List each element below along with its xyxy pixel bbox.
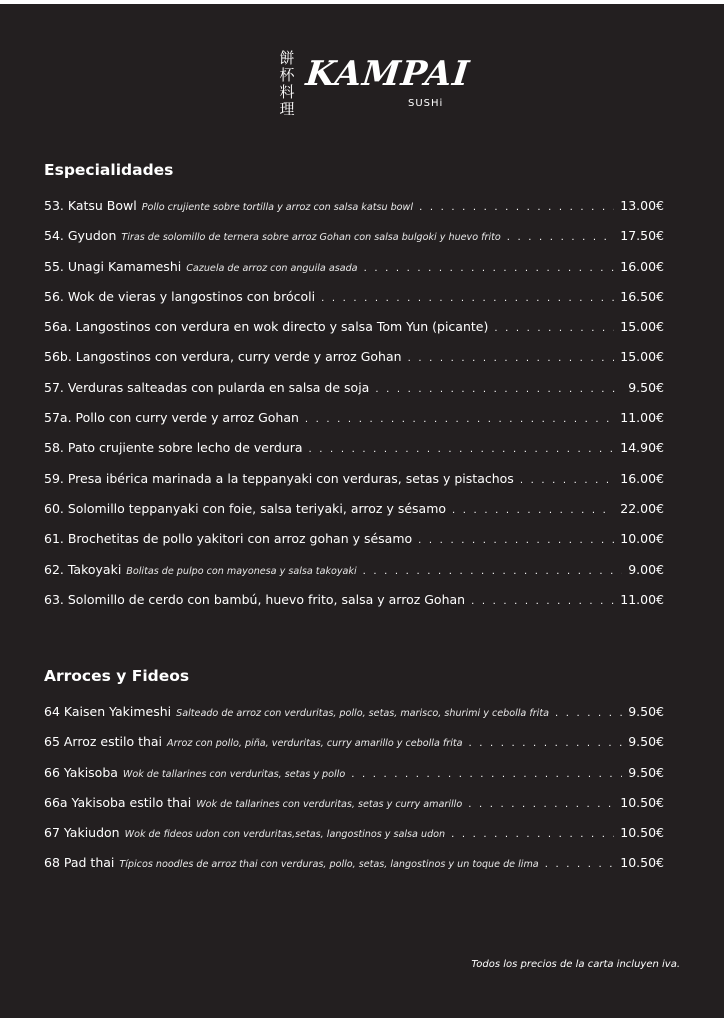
menu-item-name: 66a Yakisoba estilo thai <box>44 794 192 810</box>
logo-kanji-char: 杯 <box>279 66 295 84</box>
menu-item-price: 13.00€ <box>620 198 664 213</box>
menu-item-name: 55. Unagi Kamameshi <box>44 258 182 274</box>
dot-leader <box>309 444 615 455</box>
dot-leader <box>364 263 615 274</box>
menu-item-description: Wok de tallarines con verduritas, setas y pollo <box>122 768 346 780</box>
dot-leader <box>468 799 614 810</box>
kampai-logo <box>276 49 472 126</box>
dot-leader <box>321 293 614 304</box>
menu-item-name: 56. Wok de vieras y langostinos con brócoli <box>44 288 316 304</box>
dot-leader <box>419 202 614 213</box>
menu-item-description: Cazuela de arroz con anguila asada <box>186 262 358 274</box>
logo-subtitle: SUSHi <box>408 98 444 109</box>
menu-item-name: 57. Verduras salteadas con pularda en salsa de soja <box>44 379 370 395</box>
menu-item-price: 16.00€ <box>620 470 664 486</box>
menu-item <box>44 198 664 228</box>
menu-item <box>44 795 664 825</box>
menu-item-price: 9.50€ <box>628 379 664 395</box>
menu-item-name: 67 Yakiudon <box>44 825 120 841</box>
dot-leader <box>408 353 615 364</box>
menu-item-price: 9.50€ <box>628 764 664 780</box>
logo-kanji <box>276 50 298 118</box>
menu-item-price: 9.50€ <box>628 734 664 750</box>
menu-item <box>44 349 664 379</box>
menu-item <box>44 410 664 440</box>
dot-leader <box>471 596 614 607</box>
menu-list-arroces-y-fideos <box>44 704 664 886</box>
logo-kanji-char: 理 <box>279 100 295 118</box>
menu-item-price: 15.00€ <box>620 319 664 335</box>
logo-brand: KAMPAI <box>303 54 472 94</box>
logo-kanji-char: 餅 <box>279 49 295 67</box>
menu-item-description: Arroz con pollo, piña, verduritas, curry amarillo y cebolla frita <box>167 738 463 750</box>
dot-leader <box>305 414 614 425</box>
menu-item-description: Wok de tallarines con verduritas, setas y curry amarillo <box>196 798 463 810</box>
dot-leader <box>375 384 622 395</box>
menu-item <box>44 734 664 764</box>
menu-item-name: 60. Solomillo teppanyaki con foie, salsa teriyaki, arroz y sésamo <box>44 500 447 516</box>
menu-item <box>44 471 664 501</box>
menu-item-name: 61. Brochetitas de pollo yakitori con arroz gohan y sésamo <box>44 531 413 547</box>
menu-item-name: 57a. Pollo con curry verde y arroz Gohan <box>44 410 299 426</box>
footer-note: Todos los precios de la carta incluyen iva. <box>471 959 680 970</box>
menu-item-name: 63. Solomillo de cerdo con bambú, huevo frito, salsa y arroz Gohan <box>44 591 466 607</box>
menu-item-price: 16.00€ <box>620 258 664 274</box>
dot-leader <box>469 738 623 749</box>
menu-item-name: 68 Pad thai <box>44 855 115 871</box>
menu-item-name: 56b. Langostinos con verdura, curry verde y arroz Gohan <box>44 349 402 365</box>
section-title-especialidades: Especialidades <box>44 161 174 179</box>
menu-item-description: Wok de fideos udon con verduritas,setas, langostinos y salsa udon <box>124 829 446 841</box>
dot-leader <box>418 535 614 546</box>
menu-item <box>44 562 664 592</box>
menu-item <box>44 825 664 855</box>
menu-item-price: 11.00€ <box>620 591 664 607</box>
menu-item-description: Pollo crujiente sobre tortilla y arroz con salsa katsu bowl <box>141 202 414 213</box>
menu-item <box>44 704 664 734</box>
menu-item <box>44 531 664 561</box>
menu-item <box>44 592 664 622</box>
menu-item <box>44 319 664 349</box>
logo-kanji-char: 料 <box>279 83 295 101</box>
menu-item-price: 17.50€ <box>620 228 664 244</box>
dot-leader <box>351 769 622 780</box>
menu-item <box>44 501 664 531</box>
menu-item <box>44 259 664 289</box>
menu-item-price: 10.50€ <box>620 794 664 810</box>
dot-leader <box>555 708 622 719</box>
menu-item-price: 9.50€ <box>628 704 664 719</box>
menu-item-price: 10.50€ <box>620 825 664 841</box>
menu-item <box>44 765 664 795</box>
section-title-arroces-y-fideos: Arroces y Fideos <box>44 667 190 685</box>
menu-item <box>44 380 664 410</box>
menu-item-name: 62. Takoyaki <box>44 561 122 577</box>
dot-leader <box>451 829 614 840</box>
menu-item-price: 10.00€ <box>620 531 664 547</box>
menu-item-name: 66 Yakisoba <box>44 764 118 780</box>
menu-item-name: 53. Katsu Bowl <box>44 198 137 213</box>
dot-leader <box>545 859 615 870</box>
dot-leader <box>507 232 614 243</box>
menu-item-name: 64 Kaisen Yakimeshi <box>44 704 172 719</box>
menu-item-price: 10.50€ <box>620 855 664 871</box>
menu-page <box>0 4 724 1018</box>
menu-item <box>44 289 664 319</box>
dot-leader <box>494 323 614 334</box>
menu-item-price: 14.90€ <box>620 440 664 456</box>
menu-item-description: Tiras de solomillo de ternera sobre arroz Gohan con salsa bulgoki y huevo frito <box>121 232 501 244</box>
menu-item <box>44 440 664 470</box>
menu-item-price: 11.00€ <box>620 410 664 426</box>
menu-item-name: 58. Pato crujiente sobre lecho de verdura <box>44 440 303 456</box>
dot-leader <box>452 505 614 516</box>
menu-item-name: 56a. Langostinos con verdura en wok directo y salsa Tom Yun (picante) <box>44 319 489 335</box>
menu-item-name: 54. Gyudon <box>44 228 117 244</box>
menu-item-price: 15.00€ <box>620 349 664 365</box>
dot-leader <box>363 566 623 577</box>
menu-item-price: 22.00€ <box>620 500 664 516</box>
menu-item-description: Salteado de arroz con verduritas, pollo, setas, marisco, shurimi y cebolla frita <box>176 708 549 719</box>
menu-item-price: 9.00€ <box>628 561 664 577</box>
menu-item-name: 65 Arroz estilo thai <box>44 734 163 750</box>
menu-item-name: 59. Presa ibérica marinada a la teppanyaki con verduras, setas y pistachos <box>44 470 514 486</box>
menu-item-description: Típicos noodles de arroz thai con verduras, pollo, setas, langostinos y un toque de lima <box>119 859 539 871</box>
menu-item-description: Bolitas de pulpo con mayonesa y salsa takoyaki <box>126 565 357 577</box>
menu-item-price: 16.50€ <box>620 288 664 304</box>
menu-item <box>44 228 664 258</box>
menu-item <box>44 855 664 885</box>
dot-leader <box>520 475 614 486</box>
menu-list-especialidades <box>44 198 664 622</box>
